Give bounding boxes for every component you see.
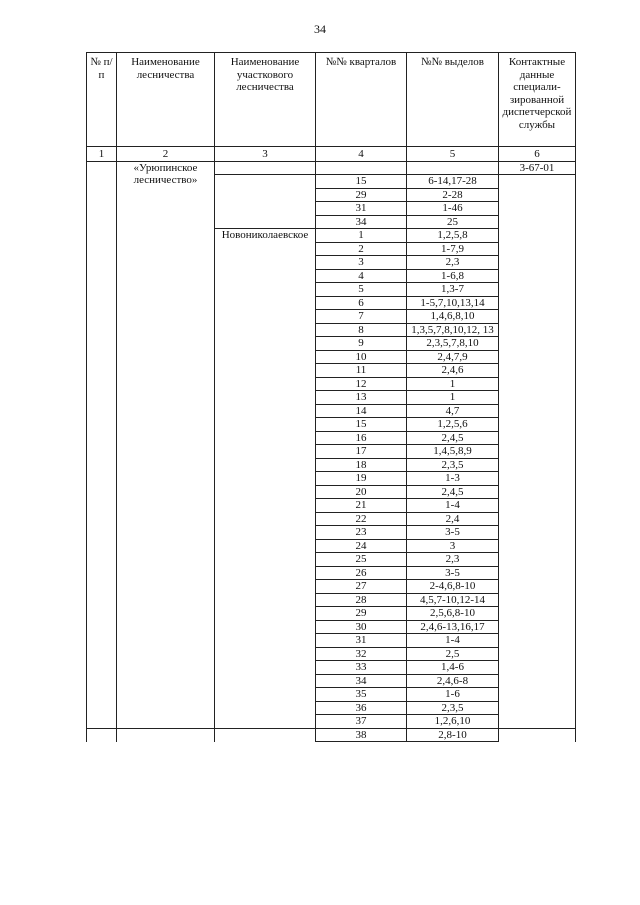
allotment-numbers: 4,5,7-10,12-14 [407,593,499,607]
quarter-number: 15 [316,175,407,189]
empty-cell [499,728,576,742]
allotment-numbers: 1,4-6 [407,661,499,675]
allotment-numbers: 3-5 [407,526,499,540]
header-num: № п/п [87,53,117,147]
allotment-numbers: 1-46 [407,202,499,216]
allotment-numbers: 1-6,8 [407,269,499,283]
header-allotments: №№ выделов [407,53,499,147]
allotment-numbers: 1 [407,391,499,405]
row-number-cell [87,161,117,728]
quarter-number: 7 [316,310,407,324]
allotment-numbers: 1,2,5,6 [407,418,499,432]
column-number: 5 [407,147,499,162]
column-number: 4 [316,147,407,162]
allotment-numbers: 1-7,9 [407,242,499,256]
allotment-numbers: 1-3 [407,472,499,486]
allotment-numbers: 2,3,5 [407,458,499,472]
allotment-numbers: 1-4 [407,634,499,648]
table-body [87,147,576,742]
empty-cell [215,728,316,742]
forestry-name: «Урюпинское лесничество» [117,161,215,728]
quarter-number: 17 [316,445,407,459]
quarter-number: 29 [316,607,407,621]
table-row [87,161,576,175]
allotment-numbers: 2,4,7,9 [407,350,499,364]
quarter-number: 25 [316,553,407,567]
quarter-number: 34 [316,674,407,688]
allotment-numbers: 4,7 [407,404,499,418]
allotment-numbers: 2,8-10 [407,728,499,742]
allotment-numbers: 2,4,5 [407,485,499,499]
allotment-numbers: 2,4 [407,512,499,526]
quarter-number: 2 [316,242,407,256]
allotment-numbers: 2,4,6-13,16,17 [407,620,499,634]
quarter-number: 18 [316,458,407,472]
allotment-numbers: 2-28 [407,188,499,202]
column-number: 3 [215,147,316,162]
quarter-number: 30 [316,620,407,634]
quarter-number: 20 [316,485,407,499]
quarter-number: 21 [316,499,407,513]
header-quarters: №№ кварталов [316,53,407,147]
header-contact: Контактные данные специали-зированной диспетчерской службы [499,53,576,147]
allotment-numbers: 3-5 [407,566,499,580]
allotment-numbers: 25 [407,215,499,229]
allotment-numbers: 2,4,6 [407,364,499,378]
quarter-number: 29 [316,188,407,202]
quarter-number: 35 [316,688,407,702]
table-header [87,53,576,147]
quarter-number: 31 [316,634,407,648]
quarter-number: 15 [316,418,407,432]
allotment-numbers: 2,3,5 [407,701,499,715]
contact-cell [499,175,576,729]
allotment-numbers: 1-5,7,10,13,14 [407,296,499,310]
forestry-table [86,52,576,742]
allotment-numbers: 2,3,5,7,8,10 [407,337,499,351]
table-row [87,728,576,742]
quarter-number: 4 [316,269,407,283]
allotment-numbers: 2,4,6-8 [407,674,499,688]
allotment-numbers: 6-14,17-28 [407,175,499,189]
quarter-number: 10 [316,350,407,364]
quarter-number: 22 [316,512,407,526]
empty-cell [87,728,117,742]
quarter-number: 38 [316,728,407,742]
page-number: 34 [314,22,326,36]
district-cell [215,161,316,175]
quarter-number: 11 [316,364,407,378]
column-number: 1 [87,147,117,162]
allotment-numbers: 2,3 [407,256,499,270]
quarter-number: 26 [316,566,407,580]
empty-cell [117,728,215,742]
district-name: Новониколаевское [215,229,316,729]
quarter-number: 3 [316,256,407,270]
header-forestry: Наименование лесничества [117,53,215,147]
quarter-number: 33 [316,661,407,675]
allotment-numbers: 2,3 [407,553,499,567]
allotment-numbers: 1-6 [407,688,499,702]
quarter-number: 13 [316,391,407,405]
allotment-numbers: 1,4,6,8,10 [407,310,499,324]
allotment-cell [407,161,499,175]
quarter-number: 37 [316,715,407,729]
allotment-numbers: 1,4,5,8,9 [407,445,499,459]
quarter-number: 34 [316,215,407,229]
allotment-numbers: 1-4 [407,499,499,513]
quarter-number: 14 [316,404,407,418]
allotment-numbers: 1,3,5,7,8,10,12, 13 [407,323,499,337]
column-number: 2 [117,147,215,162]
column-number: 6 [499,147,576,162]
quarter-number: 16 [316,431,407,445]
allotment-numbers: 1,3-7 [407,283,499,297]
allotment-numbers: 2,4,5 [407,431,499,445]
allotment-numbers: 2,5 [407,647,499,661]
quarter-number: 5 [316,283,407,297]
quarter-number: 28 [316,593,407,607]
allotment-numbers: 2-4,6,8-10 [407,580,499,594]
quarter-number: 27 [316,580,407,594]
quarter-number: 8 [316,323,407,337]
quarter-number: 36 [316,701,407,715]
quarter-number: 1 [316,229,407,243]
quarter-number: 24 [316,539,407,553]
quarter-number: 23 [316,526,407,540]
district-cell [215,175,316,229]
quarter-number: 12 [316,377,407,391]
allotment-numbers: 1,2,5,8 [407,229,499,243]
quarter-number: 32 [316,647,407,661]
allotment-numbers: 2,5,6,8-10 [407,607,499,621]
quarter-number: 6 [316,296,407,310]
allotment-numbers: 1 [407,377,499,391]
quarter-number: 19 [316,472,407,486]
quarter-cell [316,161,407,175]
contact-value: 3-67-01 [499,161,576,175]
quarter-number: 9 [316,337,407,351]
quarter-number: 31 [316,202,407,216]
column-numbers-row [87,147,576,162]
allotment-numbers: 3 [407,539,499,553]
header-district: Наименование участкового лесничества [215,53,316,147]
allotment-numbers: 1,2,6,10 [407,715,499,729]
